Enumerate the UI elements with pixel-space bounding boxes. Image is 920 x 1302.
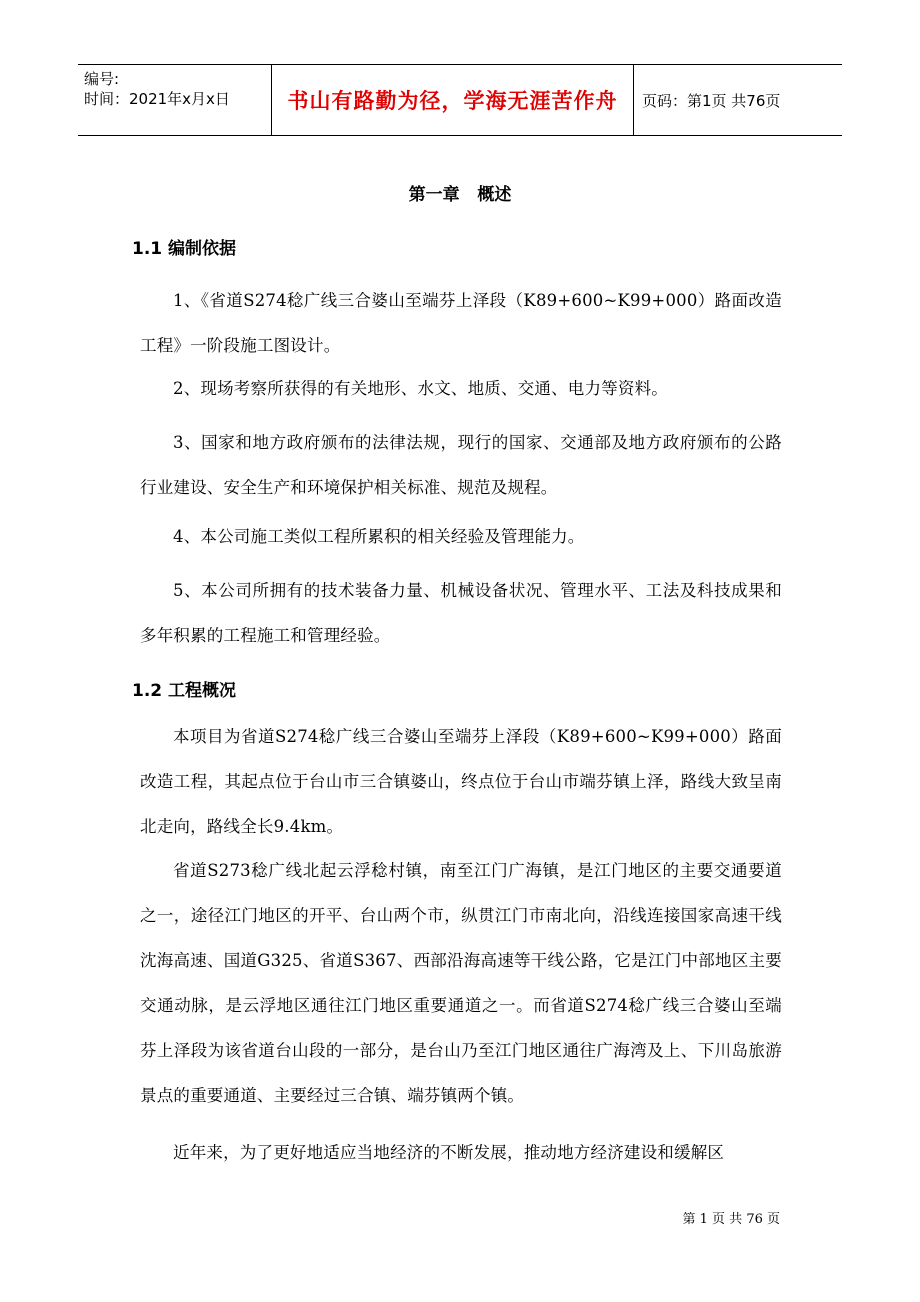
header-page-cell: [634, 65, 842, 135]
header-motto-cell: [272, 65, 634, 135]
paragraph: 3、国家和地方政府颁布的法律法规，现行的国家、交通部及地方政府颁布的公路行业建设、安全生产和环境保护相关标准、规范及规程。: [140, 433, 782, 497]
paragraph: 2、现场考察所获得的有关地形、水文、地质、交通、电力等资料。: [173, 379, 668, 398]
motto: 书山有路勤为径，学海无涯苦作舟: [287, 89, 618, 113]
chapter-title: 第一章 概述: [408, 185, 512, 205]
paragraph: 省道S273稔广线北起云浮稔村镇，南至江门广海镇，是江门地区的主要交通要道之一，途径江门地区的开平、台山两个市，纵贯江门市南北向，沿线连接国家高速干线沈海高速、国道G325、省道S367、西部沿海高速等干线公路，它是江门中部地区主要交通动脉，是云浮地区通往江门地区重要通道之一。而省道S274稔广线三合婆山至端芬上泽段为该省道台山段的一部分，是台山乃至江门地区通往广海湾及上、下川岛旅游景点的重要通道、主要经过三合镇、端芬镇两个镇。: [140, 861, 782, 1105]
paragraph: 4、本公司施工类似工程所累积的相关经验及管理能力。: [173, 527, 585, 546]
section-title-1-1: 1.1 编制依据: [132, 239, 237, 259]
paragraph: 5、本公司所拥有的技术装备力量、机械设备状况、管理水平、工法及科技成果和多年积累的工程施工和管理经验。: [140, 581, 782, 645]
paragraph: 1、《省道S274稔广线三合婆山至端芬上泽段（K89+600~K99+000）路面改造工程》一阶段施工图设计。: [140, 291, 782, 355]
page-header: [78, 64, 842, 136]
page-footer: 第 1 页 共 76 页: [682, 1212, 780, 1227]
document-number: 编号:: [84, 70, 120, 88]
document-date: 时间：2021年x月x日: [84, 90, 230, 108]
page-info: 页码：第1页 共76页: [642, 91, 781, 110]
paragraph: 本项目为省道S274稔广线三合婆山至端芬上泽段（K89+600~K99+000）路面改造工程，其起点位于台山市三合镇婆山，终点位于台山市端芬镇上泽，路线大致呈南北走向，路线全长9.4km。: [140, 727, 782, 836]
header-meta: [78, 65, 272, 135]
paragraph: 近年来，为了更好地适应当地经济的不断发展，推动地方经济建设和缓解区: [173, 1143, 725, 1162]
section-title-1-2: 1.2 工程概况: [132, 681, 237, 701]
